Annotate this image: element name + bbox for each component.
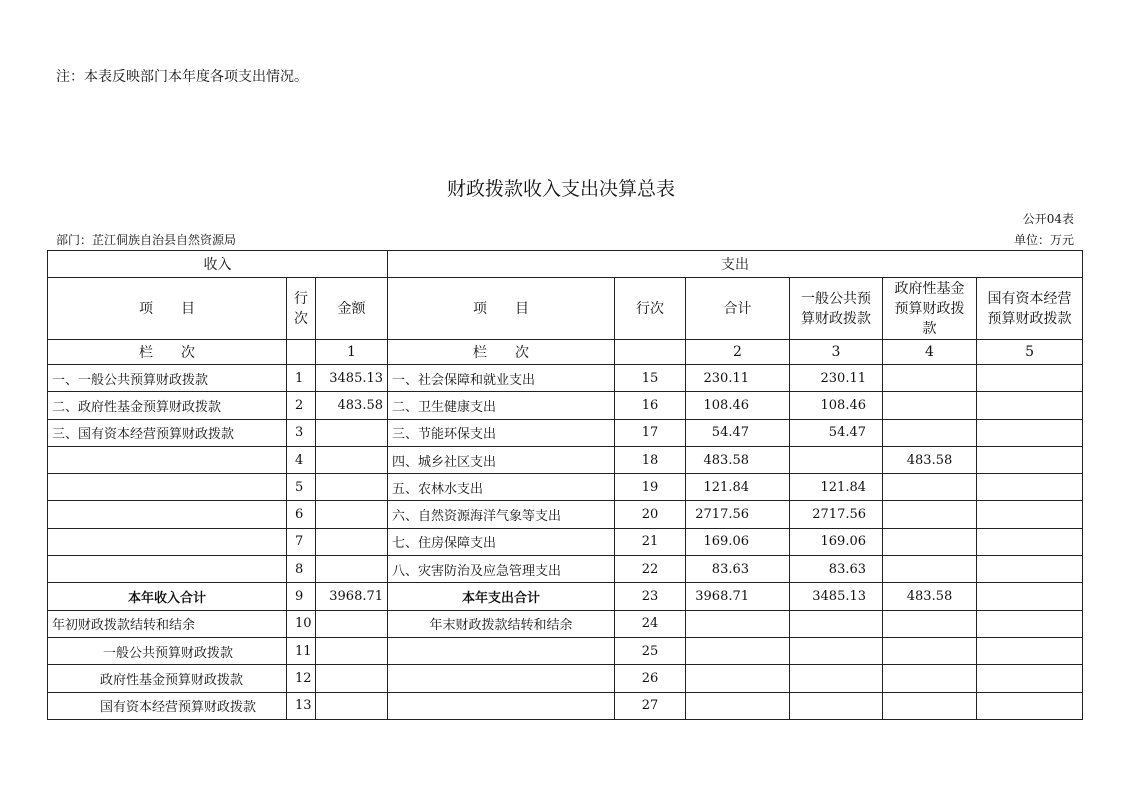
total-amount-cell: 230.11 — [686, 365, 790, 392]
expense-item-cell: 本年支出合计 — [388, 583, 615, 610]
table-row — [48, 501, 1083, 528]
income-amount-cell — [316, 610, 388, 637]
state-capital-cell — [977, 665, 1083, 692]
state-capital-cell — [977, 610, 1083, 637]
expense-item-cell: 年末财政拨款结转和结余 — [388, 610, 615, 637]
state-capital-cell — [977, 446, 1083, 473]
table-row — [48, 392, 1083, 419]
total-amount-cell: 2717.56 — [686, 501, 790, 528]
lanci-col-2: 2 — [686, 340, 790, 365]
expense-section-header: 支出 — [388, 251, 1083, 278]
income-row-number: 5 — [287, 474, 316, 501]
general-budget-cell — [790, 692, 883, 719]
general-budget-cell — [790, 446, 883, 473]
fund-budget-cell — [883, 392, 977, 419]
lanci-col-4: 4 — [883, 340, 977, 365]
state-capital-cell — [977, 637, 1083, 664]
income-amount-cell — [316, 665, 388, 692]
state-capital-cell — [977, 392, 1083, 419]
table-note: 注：本表反映部门本年度各项支出情况。 — [56, 69, 308, 85]
form-number: 公开04表 — [1022, 212, 1074, 226]
fund-budget-cell — [883, 474, 977, 501]
total-amount-cell: 54.47 — [686, 419, 790, 446]
state-capital-cell — [977, 474, 1083, 501]
general-budget-cell — [790, 637, 883, 664]
income-amount-cell — [316, 446, 388, 473]
total-amount-cell: 121.84 — [686, 474, 790, 501]
total-amount-cell: 169.06 — [686, 528, 790, 555]
fund-budget-cell: 483.58 — [883, 583, 977, 610]
fund-budget-cell — [883, 501, 977, 528]
fund-budget-cell — [883, 610, 977, 637]
income-row-number: 2 — [287, 392, 316, 419]
column-number-row — [48, 340, 1083, 365]
lanci-label-income: 栏 次 — [48, 340, 287, 365]
total-amount-cell: 483.58 — [686, 446, 790, 473]
general-budget-cell: 169.06 — [790, 528, 883, 555]
income-item-cell — [48, 474, 287, 501]
table-row — [48, 446, 1083, 473]
total-amount-cell: 83.63 — [686, 556, 790, 583]
total-amount-cell — [686, 637, 790, 664]
lanci-col-5: 5 — [977, 340, 1083, 365]
total-amount-cell: 3968.71 — [686, 583, 790, 610]
state-capital-cell — [977, 501, 1083, 528]
income-amount-cell — [316, 528, 388, 555]
income-amount-cell — [316, 637, 388, 664]
income-section-header: 收入 — [48, 251, 388, 278]
expense-item-cell: 七、住房保障支出 — [388, 528, 615, 555]
state-capital-cell — [977, 419, 1083, 446]
table-row — [48, 610, 1083, 637]
income-item-cell: 三、国有资本经营预算财政拨款 — [48, 419, 287, 446]
income-row-number: 12 — [287, 665, 316, 692]
table-row — [48, 419, 1083, 446]
expense-item-cell: 四、城乡社区支出 — [388, 446, 615, 473]
income-row-header: 行次 — [287, 278, 316, 340]
fund-budget-cell — [883, 637, 977, 664]
general-budget-cell: 230.11 — [790, 365, 883, 392]
fund-budget-cell — [883, 419, 977, 446]
lanci-col-1: 1 — [316, 340, 388, 365]
income-row-number: 8 — [287, 556, 316, 583]
state-capital-cell — [977, 583, 1083, 610]
expense-row-number: 15 — [615, 365, 686, 392]
state-capital-cell — [977, 365, 1083, 392]
income-row-number: 9 — [287, 583, 316, 610]
income-row-number: 6 — [287, 501, 316, 528]
income-amount-cell — [316, 474, 388, 501]
page-title: 财政拨款收入支出决算总表 — [446, 178, 675, 200]
expense-item-cell: 二、卫生健康支出 — [388, 392, 615, 419]
table-row — [48, 474, 1083, 501]
expense-row-number: 16 — [615, 392, 686, 419]
expense-item-cell — [388, 637, 615, 664]
fund-budget-cell — [883, 692, 977, 719]
total-amount-cell: 108.46 — [686, 392, 790, 419]
total-amount-cell — [686, 665, 790, 692]
expense-row-number: 18 — [615, 446, 686, 473]
expense-row-number: 21 — [615, 528, 686, 555]
table-row — [48, 665, 1083, 692]
table-row — [48, 692, 1083, 719]
income-row-number: 3 — [287, 419, 316, 446]
expense-row-number: 23 — [615, 583, 686, 610]
income-row-number: 7 — [287, 528, 316, 555]
fund-budget-cell — [883, 365, 977, 392]
general-budget-cell: 108.46 — [790, 392, 883, 419]
fund-budget-header: 政府性基金预算财政拨款 — [883, 278, 977, 340]
expense-item-cell: 一、社会保障和就业支出 — [388, 365, 615, 392]
total-amount-cell — [686, 692, 790, 719]
general-budget-header: 一般公共预算财政拨款 — [790, 278, 883, 340]
income-amount-cell: 483.58 — [316, 392, 388, 419]
general-budget-cell — [790, 665, 883, 692]
lanci-blank — [615, 340, 686, 365]
income-amount-cell: 3968.71 — [316, 583, 388, 610]
state-capital-cell — [977, 556, 1083, 583]
state-capital-cell — [977, 528, 1083, 555]
expense-row-number: 17 — [615, 419, 686, 446]
income-item-cell — [48, 528, 287, 555]
income-amount-cell — [316, 692, 388, 719]
expense-item-cell — [388, 692, 615, 719]
column-header-row — [48, 278, 1083, 340]
income-item-cell: 本年收入合计 — [48, 583, 287, 610]
income-amount-cell — [316, 419, 388, 446]
income-item-header: 项 目 — [48, 278, 287, 340]
expense-row-number: 25 — [615, 637, 686, 664]
income-row-number: 1 — [287, 365, 316, 392]
income-item-cell: 年初财政拨款结转和结余 — [48, 610, 287, 637]
expense-item-cell — [388, 665, 615, 692]
total-header: 合计 — [686, 278, 790, 340]
expense-row-number: 24 — [615, 610, 686, 637]
table-row — [48, 637, 1083, 664]
income-amount-cell — [316, 501, 388, 528]
income-row-number: 11 — [287, 637, 316, 664]
expense-row-number: 20 — [615, 501, 686, 528]
table-row — [48, 365, 1083, 392]
income-row-number: 10 — [287, 610, 316, 637]
expense-item-cell: 五、农林水支出 — [388, 474, 615, 501]
general-budget-cell: 83.63 — [790, 556, 883, 583]
income-item-cell — [48, 556, 287, 583]
department-label: 部门：芷江侗族自治县自然资源局 — [56, 233, 237, 247]
table-row — [48, 528, 1083, 555]
income-item-cell: 二、政府性基金预算财政拨款 — [48, 392, 287, 419]
income-row-number: 13 — [287, 692, 316, 719]
expense-item-cell: 八、灾害防治及应急管理支出 — [388, 556, 615, 583]
state-capital-cell — [977, 692, 1083, 719]
state-capital-header: 国有资本经营预算财政拨款 — [977, 278, 1083, 340]
fund-budget-cell — [883, 665, 977, 692]
income-item-cell — [48, 446, 287, 473]
income-amount-cell: 3485.13 — [316, 365, 388, 392]
budget-summary-table — [47, 250, 1083, 720]
income-amount-cell — [316, 556, 388, 583]
lanci-col-3: 3 — [790, 340, 883, 365]
table-row — [48, 556, 1083, 583]
general-budget-cell: 3485.13 — [790, 583, 883, 610]
income-item-cell: 国有资本经营预算财政拨款 — [48, 692, 287, 719]
fund-budget-cell — [883, 556, 977, 583]
table-row — [48, 583, 1083, 610]
income-item-cell: 一般公共预算财政拨款 — [48, 637, 287, 664]
section-header-row — [48, 251, 1083, 278]
general-budget-cell: 2717.56 — [790, 501, 883, 528]
general-budget-cell: 54.47 — [790, 419, 883, 446]
total-amount-cell — [686, 610, 790, 637]
expense-row-number: 22 — [615, 556, 686, 583]
expense-row-header: 行次 — [615, 278, 686, 340]
fund-budget-cell: 483.58 — [883, 446, 977, 473]
fund-budget-cell — [883, 528, 977, 555]
general-budget-cell — [790, 610, 883, 637]
expense-item-cell: 三、节能环保支出 — [388, 419, 615, 446]
expense-item-cell: 六、自然资源海洋气象等支出 — [388, 501, 615, 528]
income-item-cell: 政府性基金预算财政拨款 — [48, 665, 287, 692]
expense-row-number: 26 — [615, 665, 686, 692]
income-row-number: 4 — [287, 446, 316, 473]
unit-label: 单位：万元 — [1013, 233, 1074, 247]
general-budget-cell: 121.84 — [790, 474, 883, 501]
expense-item-header: 项 目 — [388, 278, 615, 340]
expense-row-number: 27 — [615, 692, 686, 719]
lanci-label-expense: 栏 次 — [388, 340, 615, 365]
income-amount-header: 金额 — [316, 278, 388, 340]
income-item-cell: 一、一般公共预算财政拨款 — [48, 365, 287, 392]
lanci-blank — [287, 340, 316, 365]
income-item-cell — [48, 501, 287, 528]
expense-row-number: 19 — [615, 474, 686, 501]
